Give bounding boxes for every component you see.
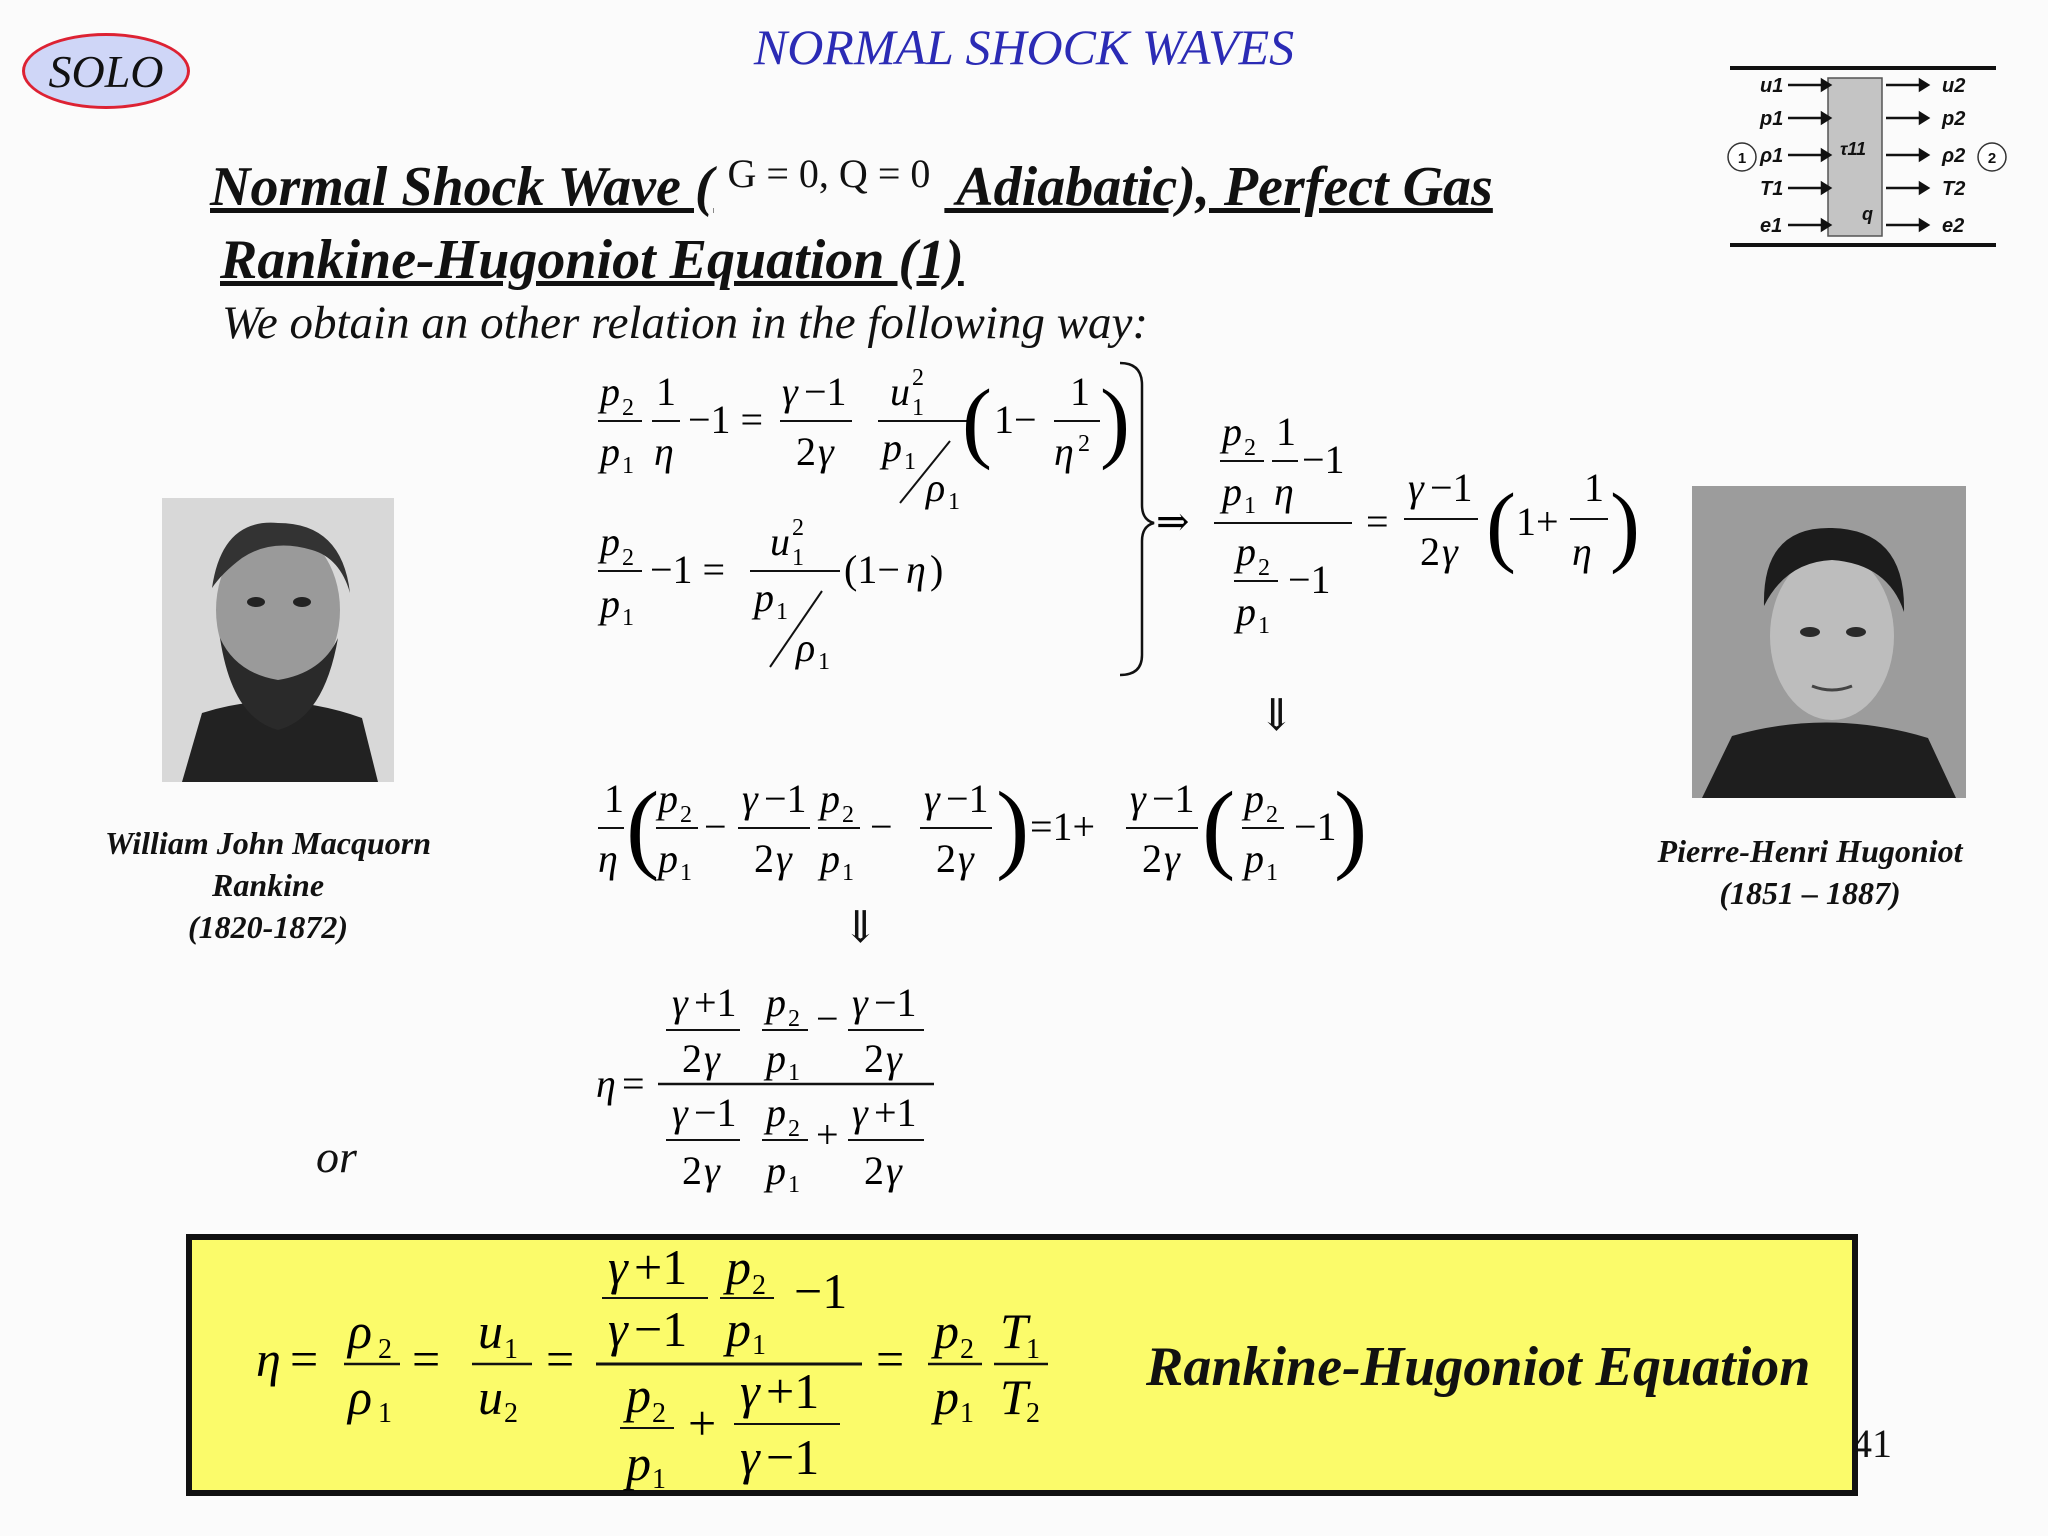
svg-text:1: 1 <box>788 1060 800 1086</box>
svg-text:2: 2 <box>1026 1398 1040 1429</box>
svg-text:γ: γ <box>608 1301 628 1357</box>
logo-text: SOLO <box>48 45 164 97</box>
svg-text:γ: γ <box>852 1090 868 1135</box>
svg-text:=: = <box>546 1331 575 1387</box>
svg-text:η: η <box>1054 429 1074 474</box>
rankine-hugoniot-equation <box>250 1236 1070 1492</box>
svg-text:2: 2 <box>680 802 692 828</box>
svg-text:γ: γ <box>1408 465 1424 510</box>
hugoniot-portrait-image <box>1692 486 1966 798</box>
equation-system <box>590 355 1650 685</box>
svg-text:−1: −1 <box>1294 804 1337 849</box>
svg-text:−1: −1 <box>1430 465 1473 510</box>
svg-text:γ: γ <box>1130 776 1146 821</box>
svg-text:ρ: ρ <box>926 465 946 510</box>
svg-text:γ: γ <box>782 369 798 414</box>
svg-text:p: p <box>1236 529 1256 574</box>
heading-prefix: Normal Shock Wave ( <box>210 156 714 218</box>
svg-text:1: 1 <box>1070 369 1090 414</box>
hugoniot-portrait <box>1692 486 1966 798</box>
svg-text:−1 =: −1 = <box>688 397 764 442</box>
svg-text:γ: γ <box>740 1429 760 1485</box>
sub-heading: Rankine-Hugoniot Equation (1) <box>220 229 964 291</box>
intro-text: We obtain an other relation in the following way: <box>222 297 1149 349</box>
equation-eta <box>590 972 990 1202</box>
svg-text:p: p <box>600 581 620 626</box>
svg-text:γ: γ <box>704 1036 720 1081</box>
svg-text:2: 2 <box>796 429 816 474</box>
svg-text:1: 1 <box>622 605 634 631</box>
svg-text:1: 1 <box>912 395 924 421</box>
svg-text:1: 1 <box>776 599 788 625</box>
svg-text:2: 2 <box>682 1036 702 1081</box>
svg-text:p: p <box>766 1148 786 1193</box>
svg-text:γ: γ <box>958 836 974 881</box>
hugoniot-caption <box>1620 830 2000 914</box>
svg-text:1: 1 <box>792 545 804 571</box>
svg-text:η: η <box>906 547 926 592</box>
hugoniot-years: (1851 – 1887) <box>1719 875 1901 911</box>
svg-text:2: 2 <box>378 1334 392 1365</box>
rankine-years: (1820-1872) <box>188 909 348 945</box>
svg-text:γ: γ <box>1164 836 1180 881</box>
svg-text:γ: γ <box>742 776 758 821</box>
rankine-portrait-image <box>162 498 394 782</box>
svg-text:+: + <box>688 1395 717 1451</box>
svg-text:u: u <box>770 519 790 564</box>
svg-text:+1: +1 <box>634 1239 688 1295</box>
q-label: q <box>1862 204 1873 224</box>
heading-condition: G = 0, Q = 0 <box>727 151 931 196</box>
svg-text:2: 2 <box>788 1006 800 1032</box>
svg-text:2: 2 <box>1078 431 1090 457</box>
svg-text:1: 1 <box>904 449 916 475</box>
rho2-label: ρ2 <box>1942 145 1966 167</box>
svg-text:2: 2 <box>622 395 634 421</box>
svg-text:1: 1 <box>504 1334 518 1365</box>
equation-expanded <box>592 770 1392 890</box>
svg-text:p: p <box>658 836 678 881</box>
svg-text:): ) <box>1334 771 1368 882</box>
svg-text:1: 1 <box>680 860 692 886</box>
svg-text:u: u <box>890 369 910 414</box>
svg-text:2: 2 <box>1258 555 1270 581</box>
svg-text:+1: +1 <box>694 980 737 1025</box>
svg-text:1: 1 <box>622 453 634 479</box>
u1-label: u1 <box>1760 75 1784 97</box>
svg-text:+1: +1 <box>874 1090 917 1135</box>
svg-text:p: p <box>766 980 786 1025</box>
svg-text:=: = <box>622 1061 645 1106</box>
svg-text:p: p <box>658 776 678 821</box>
svg-text:p: p <box>1222 469 1242 514</box>
svg-text:=: = <box>290 1331 319 1387</box>
svg-text:1: 1 <box>960 1398 974 1429</box>
rankine-name-line2: Rankine <box>211 867 325 903</box>
svg-text:(: ( <box>962 372 992 471</box>
svg-text:1: 1 <box>1026 1334 1040 1365</box>
svg-text:T: T <box>1000 1303 1028 1359</box>
svg-text:=: = <box>876 1331 905 1387</box>
svg-text:γ: γ <box>672 980 688 1025</box>
result-label: Rankine-Hugoniot Equation <box>1146 1336 1811 1398</box>
svg-text:−: − <box>816 996 839 1041</box>
svg-text:p: p <box>1244 836 1264 881</box>
station-1-label: 1 <box>1737 150 1747 167</box>
svg-text:p: p <box>600 519 620 564</box>
svg-text:p: p <box>626 1435 651 1491</box>
svg-text:−1: −1 <box>764 776 807 821</box>
implies-down-arrow-1: ⇓ <box>1258 691 1295 740</box>
svg-text:ρ: ρ <box>348 1303 372 1359</box>
svg-text:−1 =: −1 = <box>650 547 726 592</box>
svg-text:1: 1 <box>1266 860 1278 886</box>
svg-text:p: p <box>1236 589 1256 634</box>
svg-text:2: 2 <box>754 836 774 881</box>
svg-text:−: − <box>870 804 893 849</box>
svg-text:−1: −1 <box>1288 557 1331 602</box>
svg-text:p: p <box>1222 409 1242 454</box>
rankine-portrait <box>162 498 394 782</box>
svg-text:−1: −1 <box>1302 437 1345 482</box>
svg-text:(: ( <box>1202 771 1236 882</box>
svg-text:−: − <box>704 804 727 849</box>
svg-text:2: 2 <box>1266 802 1278 828</box>
svg-text:1: 1 <box>788 1172 800 1198</box>
svg-text:2: 2 <box>788 1116 800 1142</box>
svg-text:−1: −1 <box>794 1263 848 1319</box>
svg-text:η: η <box>654 429 674 474</box>
svg-text:η: η <box>596 1061 616 1106</box>
svg-text:γ: γ <box>672 1090 688 1135</box>
svg-text:−1: −1 <box>766 1429 820 1485</box>
svg-text:γ: γ <box>886 1148 902 1193</box>
svg-text:2: 2 <box>1244 435 1256 461</box>
svg-text:p: p <box>1244 776 1264 821</box>
svg-text:p: p <box>766 1090 786 1135</box>
svg-text:u: u <box>478 1369 503 1425</box>
svg-text:(: ( <box>1486 476 1516 575</box>
rankine-name-line1: William John Macquorn <box>104 825 431 861</box>
svg-text:1−: 1− <box>994 397 1037 442</box>
svg-text:p: p <box>820 836 840 881</box>
rho1-label: ρ1 <box>1760 145 1784 167</box>
rankine-caption <box>78 822 458 948</box>
svg-text:η: η <box>1274 469 1294 514</box>
svg-text:2: 2 <box>864 1036 884 1081</box>
svg-text:1: 1 <box>752 1330 766 1361</box>
svg-text:p: p <box>882 425 902 470</box>
p1-label: p1 <box>1760 108 1784 130</box>
svg-text:ρ: ρ <box>348 1369 372 1425</box>
main-heading <box>210 150 1493 219</box>
svg-text:(1−: (1− <box>844 547 900 592</box>
svg-text:2: 2 <box>504 1398 518 1429</box>
e2-label: e2 <box>1942 215 1965 237</box>
svg-text:2: 2 <box>622 545 634 571</box>
svg-text:1: 1 <box>378 1398 392 1429</box>
e1-label: e1 <box>1760 215 1783 237</box>
hugoniot-name: Pierre-Henri Hugoniot <box>1657 833 1963 869</box>
svg-text:2: 2 <box>936 836 956 881</box>
svg-text:−1: −1 <box>874 980 917 1025</box>
svg-text:=1+: =1+ <box>1030 804 1096 849</box>
svg-text:γ: γ <box>852 980 868 1025</box>
implies-down-arrow-2: ⇓ <box>842 903 879 952</box>
heading-suffix: Adiabatic), Perfect Gas <box>944 156 1493 218</box>
control-volume-diagram <box>1720 60 2020 260</box>
svg-text:): ) <box>1100 372 1130 471</box>
svg-text:): ) <box>930 547 944 592</box>
svg-text:1: 1 <box>1584 465 1604 510</box>
svg-text:(: ( <box>626 771 660 882</box>
svg-text:=: = <box>412 1331 441 1387</box>
svg-text:p: p <box>600 369 620 414</box>
page-number: 41 <box>1852 1421 1892 1466</box>
svg-text:p: p <box>726 1239 751 1295</box>
svg-text:η: η <box>598 836 618 881</box>
svg-text:γ: γ <box>608 1239 628 1295</box>
slide-title: NORMAL SHOCK WAVES <box>753 19 1295 75</box>
t2-label: T2 <box>1942 178 1966 200</box>
svg-text:1: 1 <box>1258 613 1270 639</box>
svg-text:2: 2 <box>792 515 804 541</box>
t1-label: T1 <box>1760 178 1784 200</box>
svg-text:1: 1 <box>842 860 854 886</box>
svg-text:γ: γ <box>924 776 940 821</box>
svg-text:−1: −1 <box>694 1090 737 1135</box>
svg-text:1+: 1+ <box>1516 499 1559 544</box>
svg-text:1: 1 <box>652 1464 666 1492</box>
svg-text:2: 2 <box>960 1334 974 1365</box>
svg-text:p: p <box>934 1369 959 1425</box>
svg-text:u: u <box>478 1303 503 1359</box>
svg-text:p: p <box>726 1301 751 1357</box>
svg-text:2: 2 <box>752 1270 766 1301</box>
tau11-label: τ11 <box>1840 139 1867 159</box>
svg-text:γ: γ <box>740 1363 760 1419</box>
svg-text:γ: γ <box>886 1036 902 1081</box>
svg-text:2: 2 <box>1420 529 1440 574</box>
svg-text:=: = <box>1366 499 1389 544</box>
svg-text:γ: γ <box>818 429 834 474</box>
svg-text:2: 2 <box>652 1398 666 1429</box>
or-text: or <box>316 1131 357 1182</box>
svg-text:1: 1 <box>1276 409 1296 454</box>
svg-text:T: T <box>1000 1369 1028 1425</box>
svg-text:η: η <box>256 1331 281 1387</box>
svg-text:p: p <box>934 1303 959 1359</box>
svg-text:2: 2 <box>864 1148 884 1193</box>
svg-text:+1: +1 <box>766 1363 820 1419</box>
svg-text:+: + <box>816 1112 839 1157</box>
svg-text:γ: γ <box>1442 529 1458 574</box>
svg-text:−1: −1 <box>634 1301 688 1357</box>
p2-label: p2 <box>1942 108 1966 130</box>
svg-text:1: 1 <box>1244 493 1256 519</box>
svg-text:⇒: ⇒ <box>1156 499 1190 544</box>
svg-text:p: p <box>754 575 774 620</box>
svg-text:−1: −1 <box>804 369 847 414</box>
svg-text:2: 2 <box>912 365 924 391</box>
svg-text:2: 2 <box>682 1148 702 1193</box>
u2-label: u2 <box>1942 75 1966 97</box>
svg-text:p: p <box>820 776 840 821</box>
svg-text:γ: γ <box>776 836 792 881</box>
svg-text:p: p <box>600 429 620 474</box>
svg-text:p: p <box>766 1036 786 1081</box>
svg-text:γ: γ <box>704 1148 720 1193</box>
svg-text:): ) <box>996 771 1030 882</box>
svg-text:ρ: ρ <box>796 625 816 670</box>
svg-text:2: 2 <box>842 802 854 828</box>
svg-text:−1: −1 <box>1152 776 1195 821</box>
svg-text:1: 1 <box>818 649 830 675</box>
svg-text:1: 1 <box>948 489 960 515</box>
svg-text:−1: −1 <box>946 776 989 821</box>
station-2-label: 2 <box>1987 150 1997 167</box>
svg-text:): ) <box>1610 476 1640 575</box>
svg-text:1: 1 <box>604 776 624 821</box>
svg-text:1: 1 <box>656 369 676 414</box>
svg-text:η: η <box>1572 529 1592 574</box>
svg-text:2: 2 <box>1142 836 1162 881</box>
svg-text:p: p <box>626 1367 651 1423</box>
